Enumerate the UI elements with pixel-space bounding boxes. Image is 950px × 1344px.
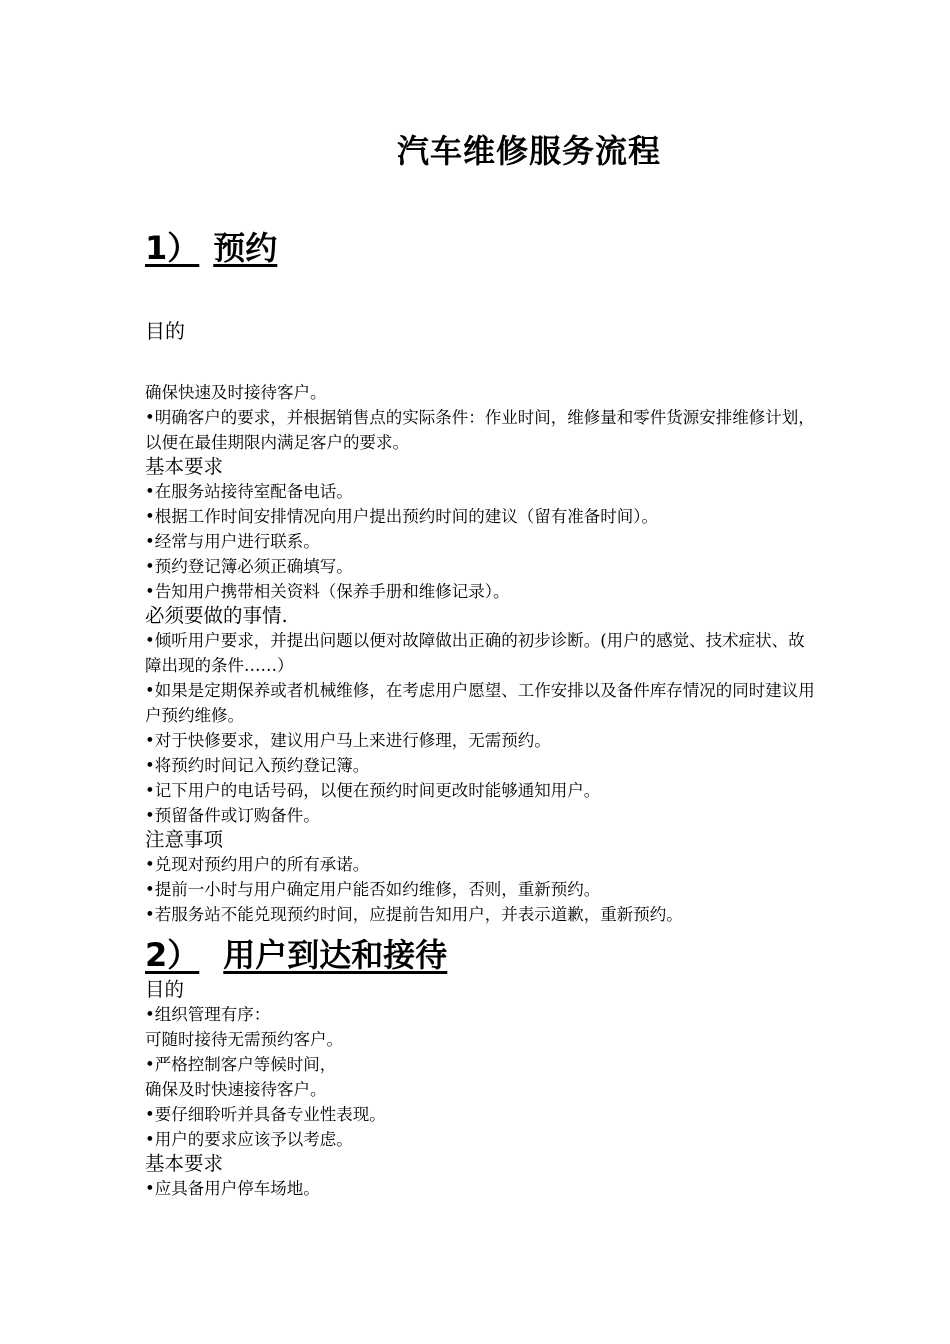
- section-2-basic-label: 基本要求: [145, 1152, 224, 1175]
- section-2-purpose-label: 目的: [145, 978, 185, 1001]
- list-item: •预留备件或订购备件。: [145, 806, 320, 825]
- list-item: •应具备用户停车场地。: [145, 1179, 320, 1198]
- basic-requirements-label: 基本要求: [145, 455, 224, 478]
- list-item: •倾听用户要求，并提出问题以便对故障做出正确的初步诊断。(用户的感觉、技术症状、故障出现的条件……）: [145, 631, 805, 675]
- list-item: •兑现对预约用户的所有承诺。: [145, 855, 370, 874]
- notice-label: 注意事项: [145, 828, 224, 851]
- section-2-heading: [145, 933, 447, 977]
- purpose-line: •明确客户的要求，并根据销售点的实际条件：作业时间，维修量和零件货源安排维修计划，以便在最佳期限内满足客户的要求。: [145, 408, 815, 452]
- list-item: •严格控制客户等候时间，: [145, 1055, 337, 1074]
- section-1-body: [145, 380, 815, 927]
- section-1-purpose-label: 目的: [145, 319, 185, 343]
- section-1-number: 1）: [145, 229, 200, 267]
- list-item: •将预约时间记入预约登记簿。: [145, 756, 370, 775]
- list-item: •根据工作时间安排情况向用户提出预约时间的建议（留有准备时间）。: [145, 507, 658, 526]
- list-item: 确保及时快速接待客户。: [145, 1080, 327, 1099]
- list-item: •预约登记簿必须正确填写。: [145, 557, 353, 576]
- section-1-heading-text: 预约: [213, 229, 278, 267]
- list-item: •记下用户的电话号码，以便在预约时间更改时能够通知用户。: [145, 781, 601, 800]
- list-item: 可随时接待无需预约客户。: [145, 1030, 343, 1049]
- list-item: •提前一小时与用户确定用户能否如约维修，否则，重新预约。: [145, 880, 601, 899]
- section-2-number: 2）: [145, 936, 200, 974]
- section-2-body: [145, 978, 815, 1201]
- purpose-line: 确保快速及时接待客户。: [145, 383, 327, 402]
- list-item: •组织管理有序：: [145, 1005, 271, 1024]
- list-item: •经常与用户进行联系。: [145, 532, 320, 551]
- list-item: •告知用户携带相关资料（保养手册和维修记录）。: [145, 582, 510, 601]
- section-2-heading-text: 用户到达和接待: [223, 936, 448, 974]
- section-1-heading: [145, 226, 277, 270]
- list-item: •要仔细聆听并具备专业性表现。: [145, 1105, 386, 1124]
- list-item: •若服务站不能兑现预约时间，应提前告知用户，并表示道歉，重新预约。: [145, 905, 683, 924]
- must-do-label: 必须要做的事情.: [145, 604, 288, 627]
- list-item: •用户的要求应该予以考虑。: [145, 1130, 353, 1149]
- document-title: 汽车维修服务流程: [396, 132, 661, 170]
- list-item: •对于快修要求，建议用户马上来进行修理，无需预约。: [145, 731, 551, 750]
- list-item: •如果是定期保养或者机械维修，在考虑用户愿望、工作安排以及备件库存情况的同时建议用户预约维修。: [145, 681, 815, 725]
- list-item: •在服务站接待室配备电话。: [145, 482, 353, 501]
